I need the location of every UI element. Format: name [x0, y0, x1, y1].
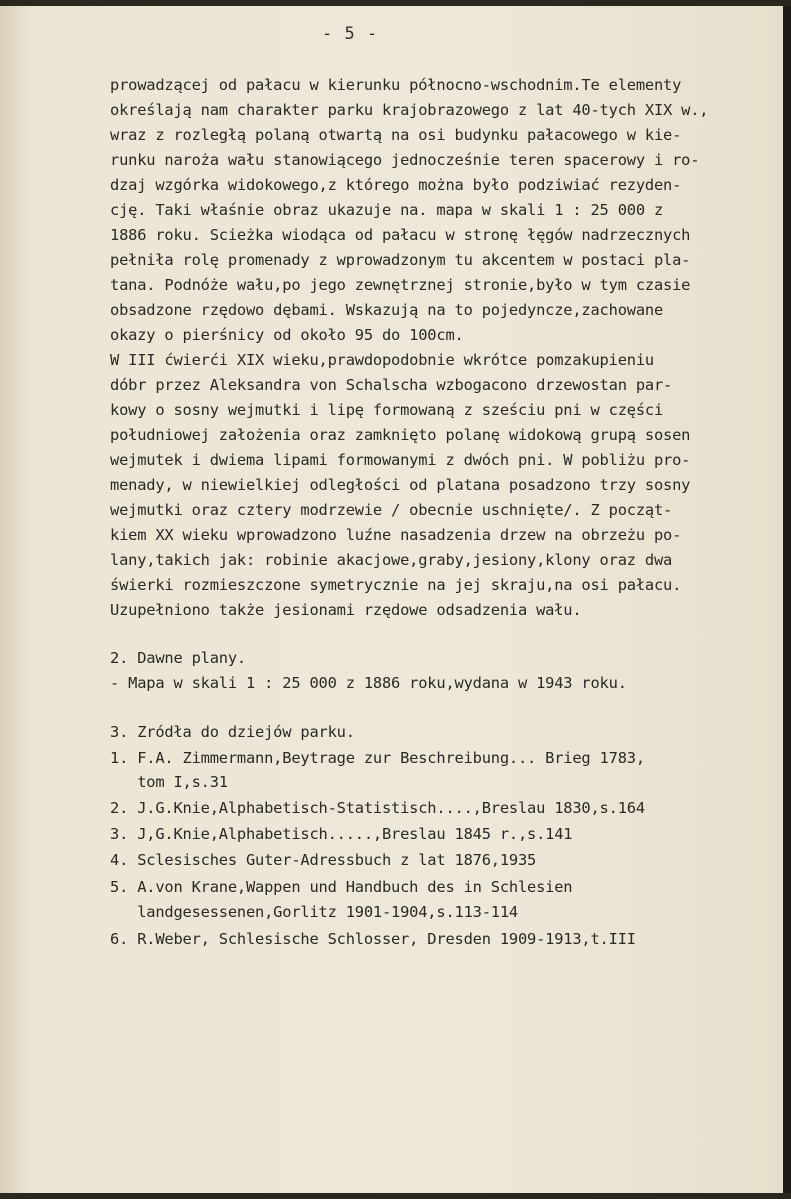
page-edge-shadow [783, 6, 791, 1193]
text-line: lany,takich jak: robinie akacjowe,graby,jesiony,klony oraz dwa [110, 551, 673, 569]
text-line: południowej założenia oraz zamknięto polanę widokową grupą sosen [110, 426, 691, 444]
section-heading: 2. Dawne plany. [110, 649, 246, 667]
source-item: 5. A.von Krane,Wappen und Handbuch des in Schlesien [110, 878, 573, 896]
text-line: okazy o pierśnicy od około 95 do 100cm. [110, 326, 464, 344]
page-number: - 5 - [322, 24, 379, 44]
text-line: dzaj wzgórka widokowego,z którego można było podziwiać rezyden- [110, 176, 682, 194]
text-line: - Mapa w skali 1 : 25 000 z 1886 roku,wydana w 1943 roku. [110, 674, 627, 692]
text-line: obsadzone rzędowo dębami. Wskazują na to pojedyncze,zachowane [110, 301, 664, 319]
source-item: 1. F.A. Zimmermann,Beytrage zur Beschreibung... Brieg 1783, [110, 749, 645, 767]
text-line: określają nam charakter parku krajobrazowego z lat 40-tych XIX w., [110, 101, 709, 119]
text-line: kiem XX wieku wprowadzono luźne nasadzenia drzew na obrzeżu po- [110, 526, 682, 544]
text-line: dóbr przez Aleksandra von Schalscha wzbogacono drzewostan par- [110, 376, 673, 394]
text-line: kowy o sosny wejmutki i lipę formowaną z sześciu pni w części [110, 401, 664, 419]
source-item: 3. J,G.Knie,Alphabetisch.....,Breslau 1845 r.,s.141 [110, 825, 573, 843]
text-line: tana. Podnóże wału,po jego zewnętrznej stronie,było w tym czasie [110, 276, 691, 294]
text-line: wejmutek i dwiema lipami formowanymi z dwóch pni. W pobliżu pro- [110, 451, 691, 469]
text-line: Uzupełniono także jesionami rzędowe odsadzenia wału. [110, 601, 582, 619]
text-line: wraz z rozległą polaną otwartą na osi budynku pałacowego w kie- [110, 126, 682, 144]
source-item: 6. R.Weber, Schlesische Schlosser, Dresden 1909-1913,t.III [110, 930, 636, 948]
text-line: W III ćwierći XIX wieku,prawdopodobnie wkrótce pomzakupieniu [110, 351, 654, 369]
text-line: wejmutki oraz cztery modrzewie / obecnie uschnięte/. Z począt- [110, 501, 673, 519]
document-page [0, 6, 783, 1193]
text-line: pełniła rolę promenady z wprowadzonym tu akcentem w postaci pla- [110, 251, 691, 269]
source-item: 2. J.G.Knie,Alphabetisch-Statistisch....,Breslau 1830,s.164 [110, 799, 645, 817]
text-line: menady, w niewielkiej odległości od platana posadzono trzy sosny [110, 476, 691, 494]
text-line: 1886 roku. Scieżka wiodąca od pałacu w stronę łęgów nadrzecznych [110, 226, 691, 244]
source-item: tom I,s.31 [110, 773, 228, 791]
source-item: 4. Sclesisches Guter-Adressbuch z lat 1876,1935 [110, 851, 537, 869]
text-line: świerki rozmieszczone symetrycznie na jej skraju,na osi pałacu. [110, 576, 682, 594]
section-heading: 3. Zródła do dziejów parku. [110, 723, 355, 741]
text-line: cję. Taki właśnie obraz ukazuje na. mapa w skali 1 : 25 000 z [110, 201, 664, 219]
text-line: runku naroża wału stanowiącego jednocześnie teren spacerowy i ro- [110, 151, 700, 169]
text-line: prowadzącej od pałacu w kierunku północno-wschodnim.Te elementy [110, 76, 682, 94]
source-item: landgesessenen,Gorlitz 1901-1904,s.113-114 [110, 903, 518, 921]
